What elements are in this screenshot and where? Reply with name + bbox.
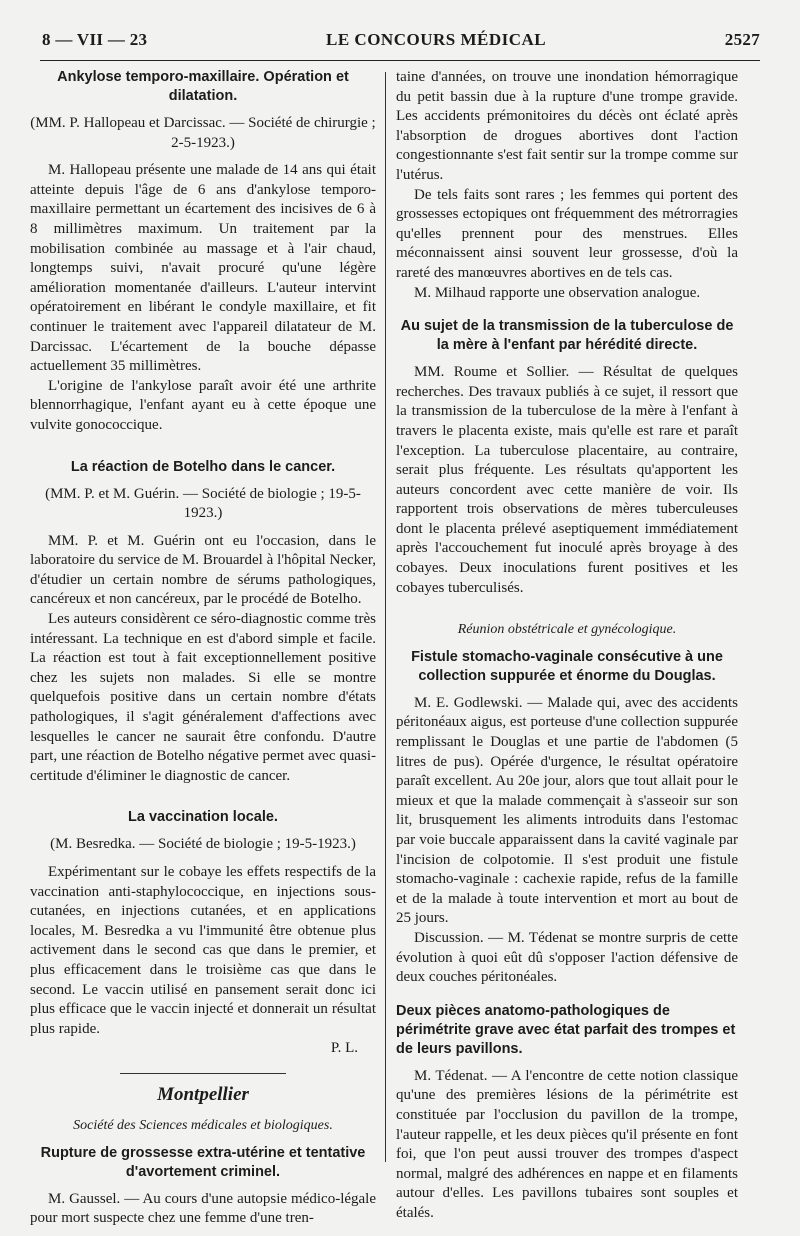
article-title-rupture: Rupture de grossesse extra-utérine et tentative d'avortement criminel. xyxy=(40,1144,366,1180)
society-heading: Société des Sciences médicales et biologiques. xyxy=(73,1117,333,1133)
paragraph: M. Gaussel. — Au cours d'une autopsie médico-légale pour mort suspecte chez une femme d'une tren- xyxy=(30,1190,376,1227)
issue-number: 8 — VII — 23 xyxy=(42,30,148,49)
society-heading: Réunion obstétricale et gynécologique. xyxy=(457,622,677,638)
paragraph: MM. Roume et Sollier. — Résultat de quelques recherches. Des travaux publiés à ce sujet, il ressort que la transmission de la tuberculose de la mère à l'enfant à travers le placenta existe, mais qu'elle est rare et paraît l'exception. La tuberculose placentaire, au contraire, serait plus fréquente. Les résultats qu'apportent les auteurs concordent avec cette manière de voir. Ils rapportent trois observations de mères tuberculeuses dont le placenta prélevé aseptiquement immédiatement après l'accouchement fut inoculé après broyage à des cobayes. Deux inoculations furent positives et les cobayes tuberculisés. xyxy=(396,364,738,596)
city-heading: Montpellier xyxy=(157,1083,249,1105)
article-title-tuberculose: Au sujet de la transmission de la tuberculose de la mère à l'enfant par hérédité directe. xyxy=(400,318,734,354)
article-title-botelho: La réaction de Botelho dans le cancer. xyxy=(70,458,336,475)
article-source: (MM. P. et M. Guérin. — Société de biologie ; 19-5-1923.) xyxy=(45,485,361,522)
paragraph: De tels faits sont rares ; les femmes qui portent des grossesses ectopiques ont fréquemment des métrorragies qu'elles prennent pour des menstrues. Elles méconnaissent ainsi souvent leur grossesse, d'où la rareté des manœuvres abortives en de tels cas. xyxy=(396,186,738,281)
paragraph: MM. P. et M. Guérin ont eu l'occasion, dans le laboratoire du service de M. Brouardel à l'hôpital Necker, d'étudier un certain nombre de sérums pathologiques, cancéreux et non cancéreux, par le procédé de Botelho. xyxy=(30,532,376,608)
article-source: (MM. P. Hallopeau et Darcissac. — Société de chirurgie ; 2-5-1923.) xyxy=(30,115,376,151)
paragraph: L'origine de l'ankylose paraît avoir été une arthrite blennorrhagique, l'enfant ayant eu à cette époque une vulvite gonococcique. xyxy=(30,377,376,433)
article-title-ankylose: Ankylose temporo-maxillaire. Opération et dilatation. xyxy=(57,69,349,104)
journal-title: LE CONCOURS MÉDICAL xyxy=(325,30,547,49)
paragraph: M. E. Godlewski. — Malade qui, avec des accidents péritonéaux aigus, est porteuse d'une collection suppurée remplissant le Douglas et une partie de l'abdomen (5 litres de pus). Opérée d'urgence, le résultat opératoire paraît excellent. Au 20e jour, alors que tout allait pour le mieux et que la malade commençait à s'asseoir sur son lit, brusquement les aliments introduits dans l'estomac par voie buccale apparaissent dans la cavité vaginale par l'incision de colpotomie. Il s'est produit une fistule stomacho-vaginale : cachexie rapide, refus de la famille et de la malade à toute intervention et mort au bout de 25 jours. xyxy=(396,694,738,927)
paragraph: M. Hallopeau présente une malade de 14 ans qui était atteinte depuis l'âge de 6 ans d'ankylose temporo-maxillaire permettant un écartement des incisives de 6 à 8 millimètres maximum. Un traitement par la mobilisation combinée au massage et à l'air chaud, longtemps suivi, n'avait procuré qu'une légère amélioration momentanée d'ailleurs. L'auteur intervint opératoirement en libérant le condyle maxillaire, et fit continuer le traitement avec l'appareil dilatateur de M. Darcissac. L'écartement de la bouche dépasse actuellement 35 millimètres. xyxy=(30,162,376,375)
paragraph: M. Milhaud rapporte une observation analogue. xyxy=(414,284,701,301)
right-column xyxy=(396,68,738,1224)
article-title-fistule: Fistule stomacho-vaginale consécutive à une collection suppurée et énorme du Douglas. xyxy=(411,648,723,684)
header-rule xyxy=(40,60,760,61)
page-number: 2527 xyxy=(724,30,760,49)
column-divider xyxy=(385,72,386,1162)
paragraph: M. Tédenat. — A l'encontre de cette notion classique qu'une des premières lésions de la périmétrite est constituée par l'occlusion du pavillon de la trompe, l'auteur rappelle, et les deux pièces qu'il présente en font foi, que l'on peut aussi trouver des trompes d'aspect normal, malgré des adhérences en nappe et en filaments autour d'elles. Les pavillons tubaires sont souples et étalés. xyxy=(396,1067,738,1221)
author-signature: P. L. xyxy=(330,1040,358,1057)
page-header xyxy=(42,30,760,56)
paragraph: Expérimentant sur le cobaye les effets respectifs de la vaccination anti-staphylococcique, en injections sous-cutanées, en injections cutanées, et en applications locales, M. Besredka a vu l'immunité être obtenue plus activement dans le second cas que dans le premier, et plus efficacement dans le troisième cas que dans le second. Le vaccin utilisé en pansement serait donc ici plus efficace que le vaccin injecté et donnerait un résultat plus rapide. xyxy=(30,864,376,1037)
paragraph: Discussion. — M. Tédenat se montre surpris de cette évolution à quoi eût dû s'opposer l'action défensive de deux couches péritonéales. xyxy=(396,929,738,986)
paragraph: taine d'années, on trouve une inondation hémorragique du petit bassin due à la rupture d'une trompe gravide. Les accidents prémonitoires du décès ont éclaté après l'absorption de drogues abortives dont l'action congestionnante s'est fait sentir sur la trompe comme sur l'utérus. xyxy=(396,69,738,183)
left-column xyxy=(30,68,376,1229)
article-source: (M. Besredka. — Société de biologie ; 19-5-1923.) xyxy=(50,836,356,853)
paragraph: Les auteurs considèrent ce séro-diagnostic comme très intéressant. La technique en est d'abord simple et facile. La réaction est tout à fait exceptionnellement positive chez les sujets non malades. Si elle se montre quelquefois positive dans un certain nombre d'états pathologiques, il s'agit généralement d'affections avec lesquelles le cancer ne saurait être confondu. D'autre part, une réaction de Botelho négative permet avec quasi-certitude d'éliminer le diagnostic de cancer. xyxy=(30,611,376,784)
article-title-vaccination: La vaccination locale. xyxy=(128,809,278,826)
article-title-perimetrite: Deux pièces anatomo-pathologiques de périmétrite grave avec état parfait des trompes et de leurs pavillons. xyxy=(396,1002,736,1057)
